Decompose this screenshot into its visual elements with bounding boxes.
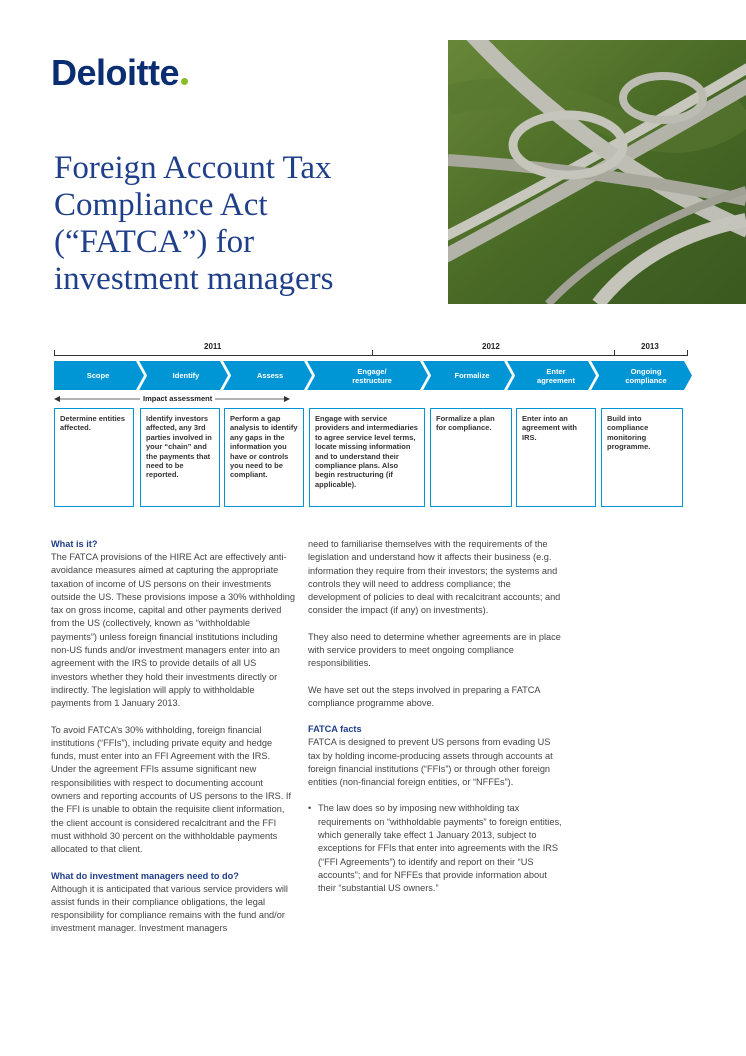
step-description: Build into compliance monitoring programme. — [601, 408, 683, 507]
year-label: 2012 — [482, 342, 500, 351]
title-line-4: investment managers — [54, 261, 334, 297]
logo-dot — [181, 78, 188, 85]
step-description: Formalize a plan for compliance. — [430, 408, 512, 507]
step-description: Enter into an agreement with IRS. — [516, 408, 596, 507]
deloitte-logo: Deloitte — [51, 52, 188, 94]
highway-photo-illustration — [448, 40, 746, 304]
right-column — [308, 538, 564, 896]
step-formalize: Formalize — [454, 371, 490, 380]
paragraph: FATCA is designed to prevent US persons from evading US tax by holding income-producing assets through accounts at foreign financial institutions (“FFIs”) or through other foreign entities (non-financial foreign entities, or “NFFEs”). — [308, 737, 553, 788]
paragraph: They also need to determine whether agreements are in place with service providers to meet ongoing compliance responsibilities. — [308, 631, 561, 669]
paragraph: need to familiarise themselves with the requirements of the legislation and understand how it affects their business (e.g. information they require from their investors; the systems and controls they will need to address compliance; the development of policies to deal with recalcitrant accounts; and consider the impact (if any) on investments). — [308, 539, 561, 616]
heading-fatca-facts: FATCA facts — [308, 724, 362, 735]
page-title — [54, 150, 434, 298]
highway-interchange-photo — [448, 40, 746, 304]
year-axis — [54, 355, 688, 356]
step-enter-agreement: Enter agreement — [537, 366, 575, 385]
step-description: Perform a gap analysis to identify any gaps in the information you have or controls you need to be compliant. — [224, 408, 304, 507]
title-line-1: Foreign Account Tax — [54, 150, 332, 186]
year-label: 2013 — [641, 342, 659, 351]
step-ongoing-compliance: Ongoing compliance — [625, 366, 667, 385]
year-label: 2011 — [204, 342, 222, 351]
heading-what-is-it: What is it? — [51, 539, 98, 549]
title-line-2: Compliance Act — [54, 187, 268, 223]
step-engage: Engage/ restructure — [352, 366, 392, 385]
title-line-3: (“FATCA”) for — [54, 224, 255, 260]
bullet-mark: • — [308, 803, 312, 814]
paragraph: We have set out the steps involved in preparing a FATCA compliance programme above. — [308, 684, 541, 708]
axis-tick — [687, 350, 688, 356]
bullet-text: The law does so by imposing new withholding tax requirements on “withholdable payments” to foreign entities, which generally take effect 1 January 2013, subject to exceptions for FFIs that enter into agreements with the IRS (“FFI Agreements”) to identify and report on their “US accounts”; and for NFFEs that provide information about their “substantial US owners.” — [318, 803, 562, 894]
paragraph: Although it is anticipated that various service providers will assist funds in their compliance obligations, the legal responsibility for compliance remains with the fund and/or investment manager. Investment managers — [51, 883, 288, 934]
impact-assessment-label: Impact assessment — [140, 394, 215, 403]
axis-tick — [372, 350, 373, 356]
step-identify: Identify — [172, 371, 200, 380]
step-description: Determine entities affected. — [54, 408, 134, 507]
left-column — [51, 538, 295, 936]
axis-tick — [54, 350, 55, 356]
step-description: Engage with service providers and intermediaries to agree service level terms, locate missing information and to understand their compliance plans. Also begin restructuring (if applicable). — [309, 408, 425, 507]
step-assess: Assess — [256, 371, 284, 380]
step-scope: Scope — [86, 371, 110, 380]
axis-tick — [614, 350, 615, 356]
bullet-item — [308, 802, 564, 895]
fatca-timeline — [0, 336, 746, 516]
paragraph: The FATCA provisions of the HIRE Act are effectively anti-avoidance measures aimed at capturing the appropriate taxation of income of US persons on their investments outside the US. These provisions impose a 30% withholding tax on gross income, capital and other payments derived from the US (collectively, known as “withholdable payments”) unless foreign financial institutions including non-US funds and/or investment managers enter into an agreement with the IRS to provide details of all US investors whether they hold their investments directly or indirectly. The legislation will apply to withholdable payments from 1 January 2013. — [51, 552, 295, 709]
heading-what-to-do: What do investment managers need to do? — [51, 870, 239, 881]
paragraph: To avoid FATCA’s 30% withholding, foreign financial institutions (“FFIs”), including private equity and hedge funds, must enter into an FFI Agreement with the IRS. Under the agreement FFIs assume significant new responsibilities with respect to documenting account owners and reporting accounts of US persons to the IRS. If the FFI is unable to obtain the requisite client information, the client account is considered recalcitrant and the FFI must withhold 30 percent on the withholdable payments allocated to that client. — [51, 724, 292, 855]
step-description: Identify investors affected, any 3rd parties involved in your “chain” and the payments that need to be reported. — [140, 408, 220, 507]
